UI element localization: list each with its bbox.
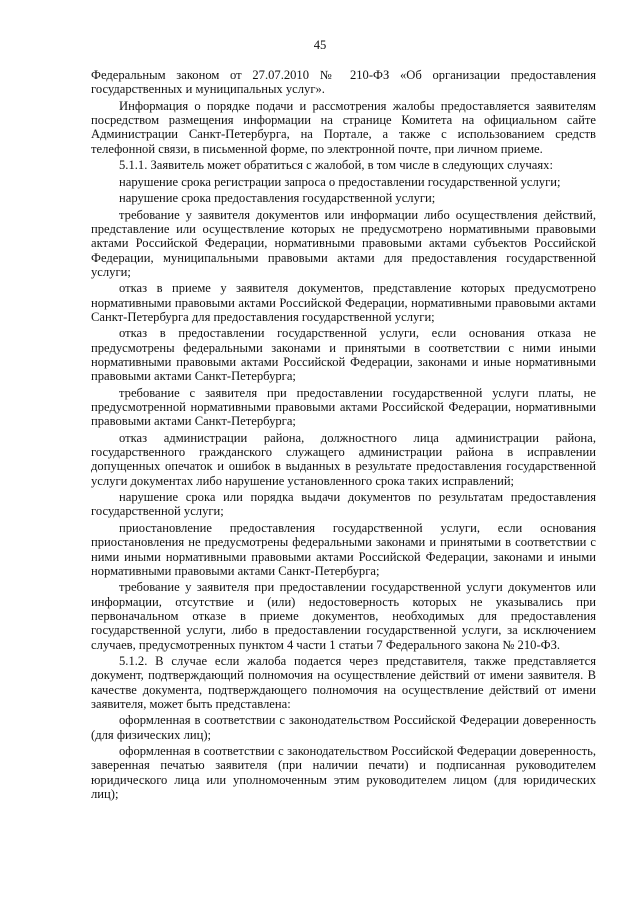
paragraph: оформленная в соответствии с законодательством Российской Федерации доверенность (для физических лиц); — [91, 713, 596, 742]
paragraph: требование с заявителя при предоставлении государственной услуги платы, не предусмотренной нормативными правовыми актами Российской Федерации, нормативными правовыми актами Санкт-Петербурга; — [91, 385, 596, 429]
paragraph: отказ администрации района, должностного лица администрации района, государственного гражданского служащего администрации района в исправлении допущенных опечаток и ошибок в выданных в результате предоставления государственной услуги документах либо нарушение установленного срока таких исправлений; — [91, 430, 596, 488]
paragraph: нарушение срока предоставления государственной услуги; — [119, 191, 436, 206]
page-number: 45 — [313, 38, 327, 52]
document-body — [91, 68, 596, 804]
paragraph: нарушение срока регистрации запроса о предоставлении государственной услуги; — [119, 174, 561, 189]
paragraph: требование у заявителя документов или информации либо осуществления действий, представление или осуществление которых не предусмотрено нормативными правовыми актами Российской Федерации, нормативными правовыми актами субъектов Российской Федерации, муниципальными правовыми актами для предоставления государственной услуги; — [91, 207, 596, 279]
paragraph: 5.1.2. В случае если жалоба подается через представителя, также представляется документ, подтверждающий полномочия на осуществление действий от имени заявителя. В качестве документа, подтверждающего полномочия на осуществление действий от имени заявителя, может быть представлена: — [91, 654, 596, 711]
paragraph: Информация о порядке подачи и рассмотрения жалобы предоставляется заявителям посредством размещения информации на странице Комитета на официальном сайте Администрации Санкт-Петербурга, на Портале, а также с использованием средств телефонной связи, в письменной форме, по электронной почте, при личном приеме. — [91, 98, 596, 156]
paragraph: нарушение срока или порядка выдачи документов по результатам предоставления государственной услуги; — [91, 490, 596, 519]
paragraph: Федеральным законом от 27.07.2010 № 210-ФЗ «Об организации предоставления государственных и муниципальных услуг». — [91, 68, 596, 97]
paragraph: приостановление предоставления государственной услуги, если основания приостановления не предусмотрены федеральными законами и принятыми в соответствии с ними иными нормативными правовыми актами Российской Федерации, законами и иными нормативными правовыми актами Санкт-Петербурга; — [91, 520, 596, 578]
paragraph: оформленная в соответствии с законодательством Российской Федерации доверенность, заверенная печатью заявителя (при наличии печати) и подписанная руководителем юридического лица или уполномоченным этим руководителем лицом (для юридических лиц); — [91, 744, 596, 802]
paragraph: 5.1.1. Заявитель может обратиться с жалобой, в том числе в следующих случаях: — [119, 158, 553, 173]
paragraph: требование у заявителя при предоставлении государственной услуги документов или информации, отсутствие и (или) недостоверность которых не указывались при первоначальном отказе в приеме документов, необходимых для предоставления государственной услуги, либо в предоставлении государственной услуги, за исключением случаев, предусмотренных пунктом 4 части 1 статьи 7 Федерального закона № 210-ФЗ. — [91, 580, 596, 652]
paragraph: отказ в предоставлении государственной услуги, если основания отказа не предусмотрены федеральными законами и принятыми в соответствии с ними иными нормативными правовыми актами Российской Федерации, законами и иные нормативными правовыми актами Санкт-Петербурга; — [91, 326, 596, 384]
paragraph: отказ в приеме у заявителя документов, представление которых предусмотрено нормативными правовыми актами Российской Федерации, нормативными правовыми актами Санкт-Петербурга для предоставления государственной услуги; — [91, 281, 596, 324]
